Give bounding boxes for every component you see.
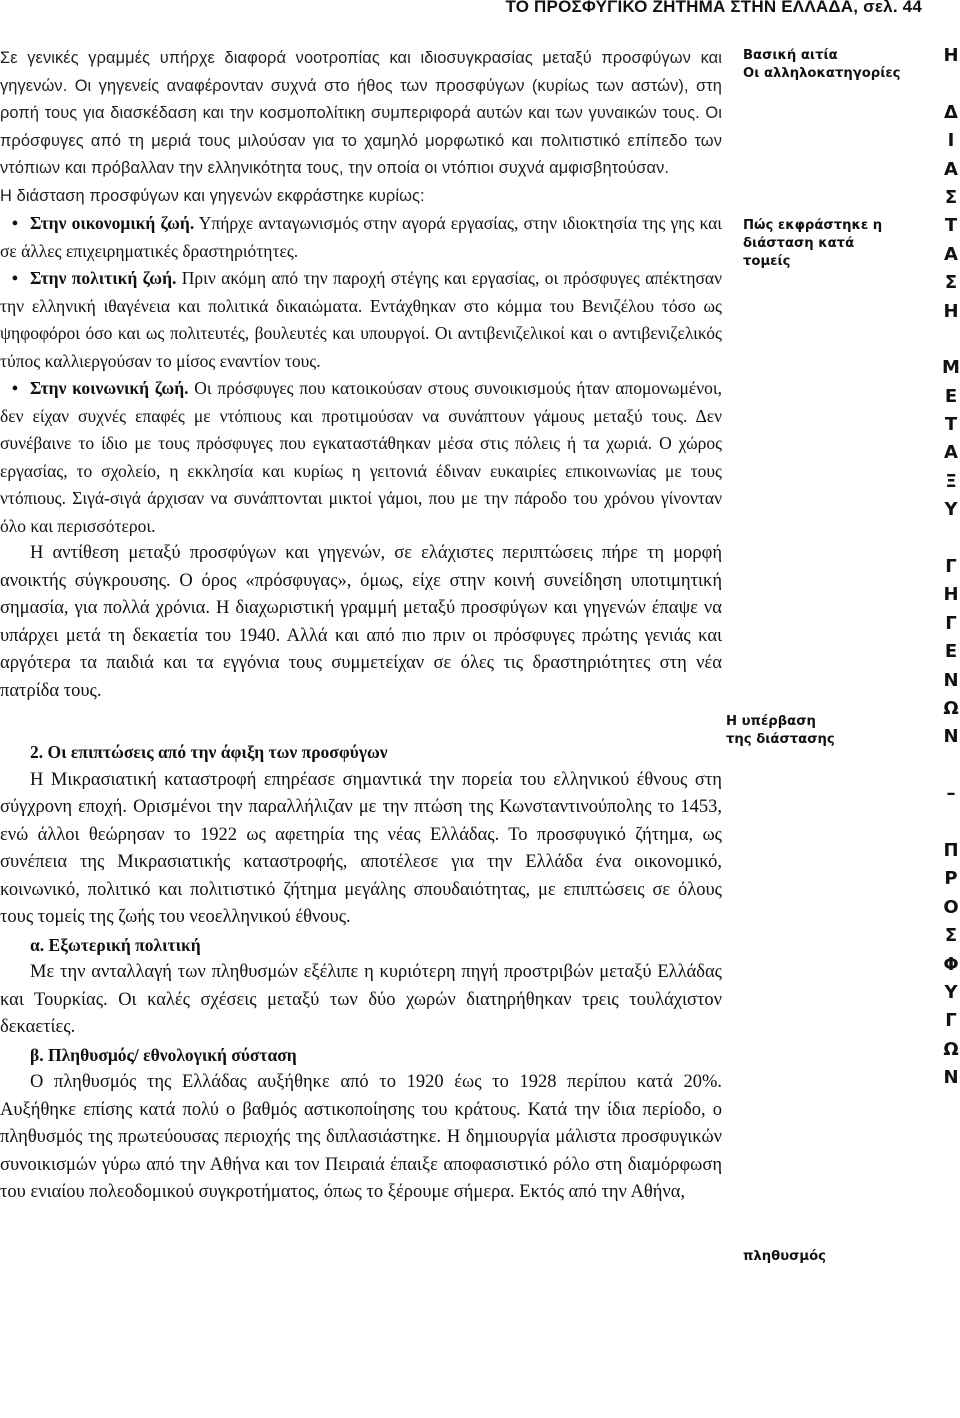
margin-note-line: Βασική αιτία xyxy=(743,48,838,63)
paragraph-intro-list: Η διάσταση προσφύγων και γηγενών εκφράστηκε κυρίως: xyxy=(0,186,425,205)
bullet-economic xyxy=(0,210,722,265)
vertical-title-letter: Δ xyxy=(944,101,958,123)
vertical-title-letter: Ε xyxy=(944,641,958,663)
vertical-title-letter: Ι xyxy=(947,130,955,152)
bullet-social xyxy=(0,375,722,540)
vertical-title-letter: Τ xyxy=(944,414,958,436)
vertical-title-letter: Ω xyxy=(943,1038,959,1060)
bullet-icon: • xyxy=(11,378,19,398)
paragraph-population: Ο πληθυσμός της Ελλάδας αυξήθηκε από το 1920 έως το 1928 περίπου κατά 20%. Αυξήθηκε επίσης κατά πολύ ο βαθμός αστικοποίησης του κράτους. Κατά την ίδια περίοδο, ο πληθυσμός της πρωτεύουσας περιοχής της διπλασιάστηκε. Η δημιουργία μάλιστα προσφυγικών συνοικισμών γύρω από την Αθήνα και τον Πειραιά έπαιξε αποφασιστικό ρόλο στη διαμόρφωση του ενιαίου πολεοδομικού συγκροτήματος, όπως το ξέρουμε σήμερα. Εκτός από την Αθήνα, xyxy=(0,1072,722,1202)
margin-note-overcoming: Η υπέρβαση της διάστασης xyxy=(726,714,835,747)
margin-note-expression: Πώς εκφράστηκε η διάσταση κατά τομείς xyxy=(743,218,883,269)
bullet-political xyxy=(0,265,722,375)
vertical-title-letter: Σ xyxy=(944,186,958,208)
bullet-heading: Στην πολιτική ζωή. xyxy=(30,268,177,288)
vertical-section-title xyxy=(940,42,960,1092)
bullet-heading: Στην οικονομική ζωή. xyxy=(30,213,195,233)
paragraph-consequences: Η Μικρασιατική καταστροφή επηρέασε σημαντικά την πορεία του ελληνικού έθνους στη σύγχρονη εποχή. Ορισμένοι την παραλλήλιζαν με την πτώση της Κωνσταντινούπολης το 1453, ενώ άλλοι θεώρησαν το 1922 ως αφετηρία της νέας Ελλάδας. Το προσφυγικό ζήτημα, ως συνέπεια της Μικρασιατικής καταστροφής, αποτέλεσε για την Ελλάδα ένα οικονομικό, κοινωνικό, πολιτικό και πολιτιστικό ζήτημα μεγάλης σπουδαιότητας, με επιπτώσεις σε όλους τους τομείς της ζωής του νεοελληνικού έθνους. xyxy=(0,769,722,927)
paragraph-overcoming: Η αντίθεση μεταξύ προσφύγων και γηγενών, σε ελάχιστες περιπτώσεις πήρε τη μορφή ανοικτής σύγκρουσης. Ο όρος «πρόσφυγας», όμως, είχε στην κοινή συνείδηση υποτιμητική σημασία, για πολλά χρόνια. Η διαχωριστική γραμμή μεταξύ προσφύγων και γηγενών έπαψε να υπάρχει μετά τη δεκαετία του 1940. Αλλά και από πιο πριν οι πρόσφυγες πρώτης γενιάς και αργότερα τα παιδιά και τα εγγόνια τους συμμετείχαν σε όλες τις δραστηριότητες στη νέα πατρίδα τους. xyxy=(0,543,722,701)
vertical-title-letter: Ν xyxy=(943,726,959,748)
vertical-title-letter: Α xyxy=(944,158,958,180)
bullet-icon: • xyxy=(11,268,19,288)
section-heading-2: 2. Οι επιπτώσεις από την άφιξη των προσφύγων xyxy=(30,742,388,762)
running-header: ΤΟ ΠΡΟΣΦΥΓΙΚΟ ΖΗΤΗΜΑ ΣΤΗΝ ΕΛΛΑΔΑ, σελ. 44 xyxy=(505,0,922,16)
vertical-title-letter: Σ xyxy=(944,925,958,947)
bullet-text: Πριν ακόμη από την παροχή στέγης και εργασίας, οι πρόσφυγες απέκτησαν την ελληνική ιθαγένεια και πολιτικά δικαιώματα. Εντάχθηκαν στο κόμμα του Βενιζέλου τόσο ως ψηφοφόροι όσο και ως πολιτευτές, βουλευτές και υπουργοί. Οι αντιβενιζελικοί και ο αντιβενιζελικός τύπος καλλιεργούσαν το μίσος εναντίον τους. xyxy=(0,268,722,371)
margin-note-population: πληθυσμός xyxy=(743,1249,826,1264)
vertical-title-letter: Γ xyxy=(945,1010,957,1032)
vertical-title-letter: Υ xyxy=(944,981,958,1003)
paragraph-foreign-policy: Με την ανταλλαγή των πληθυσμών εξέλιπε η κυριότερη πηγή προστριβών μεταξύ Ελλάδας και Τουρκίας. Οι καλές σχέσεις μεταξύ των δύο χωρών διατηρήθηκαν τρεις τουλάχιστον δεκαετίες. xyxy=(0,962,722,1037)
vertical-title-letter: – xyxy=(946,783,956,805)
vertical-title-letter: Π xyxy=(943,839,959,861)
margin-note-main-cause xyxy=(743,47,943,83)
vertical-title-letter: Ν xyxy=(943,1067,959,1089)
vertical-title-letter: Σ xyxy=(944,272,958,294)
subheading-foreign-policy: α. Εξωτερική πολιτική xyxy=(30,934,201,955)
vertical-title-letter: Ρ xyxy=(944,868,958,890)
vertical-title-letter: Τ xyxy=(944,215,958,237)
vertical-title-letter: Ν xyxy=(943,669,959,691)
subheading-population: β. Πληθυσμός/ εθνολογική σύσταση xyxy=(30,1044,297,1065)
vertical-title-letter: Ε xyxy=(944,385,958,407)
bullet-icon: • xyxy=(11,213,19,233)
bullet-text: Υπήρχε ανταγωνισμός στην αγορά εργασίας, στην ιδιοκτησία της γης και σε άλλες επιχειρηματικές δραστηριότητες. xyxy=(0,213,722,261)
vertical-title-letter: Ο xyxy=(943,896,959,918)
vertical-title-letter: Υ xyxy=(944,499,958,521)
margin-note-line: Οι αλληλοκατηγορίες xyxy=(743,66,901,81)
vertical-title-letter: Γ xyxy=(945,556,957,578)
paragraph-differences: Σε γενικές γραμμές υπήρχε διαφορά νοοτροπίας και ιδιοσυγκρασίας μεταξύ προσφύγων και γηγενών. Οι γηγενείς αναφέρονταν συχνά στο ήθος των προσφύγων (κυρίως των αστών), στη ροπή τους για διασκέδαση και την κοσμοπολίτικη συμπεριφορά αυτών και των γυναικών τους. Οι πρόσφυγες από τη μεριά τους μιλούσαν για το χαμηλό μορφωτικό και πολιτιστικό επίπεδο των ντόπιων και πρόβαλλαν την ελληνικότητα τους, την οποία οι ντόπιοι συχνά αμφισβητούσαν. xyxy=(0,49,722,177)
vertical-title-letter: Ω xyxy=(943,697,959,719)
vertical-title-letter: Γ xyxy=(945,612,957,634)
bullet-text: Οι πρόσφυγες που κατοικούσαν στους συνοικισμούς ήταν απομονωμένοι, δεν είχαν συχνές επαφές με ντόπιους και προτιμούσαν να συνάπτουν γάμους μεταξύ τους. Δεν συνέβαινε το ίδιο με τους πρόσφυγες που εγκαταστάθηκαν μέσα στις πόλεις ή τα χωριά. Ο χώρος εργασίας, το σχολείο, η εκκλησία και κυρίως η γειτονιά έδιναν ευκαιρίες επικοινωνίας με τους ντόπιους. Σιγά-σιγά άρχισαν να συνάπτονται μικτοί γάμοι, που με την πάροδο του χρόνου γίνονταν όλο και περισσότεροι. xyxy=(0,378,722,536)
vertical-title-letter: Φ xyxy=(943,953,959,975)
vertical-title-letter: Μ xyxy=(942,357,960,379)
vertical-title-letter: Α xyxy=(944,442,958,464)
bullet-heading: Στην κοινωνική ζωή. xyxy=(30,378,189,398)
main-text-column xyxy=(0,45,722,1207)
vertical-title-letter: Η xyxy=(943,300,959,322)
vertical-title-letter: Η xyxy=(943,584,959,606)
vertical-title-letter: Ξ xyxy=(945,470,957,492)
vertical-title-letter: Η xyxy=(943,45,959,66)
vertical-title-letter: Α xyxy=(944,243,958,265)
